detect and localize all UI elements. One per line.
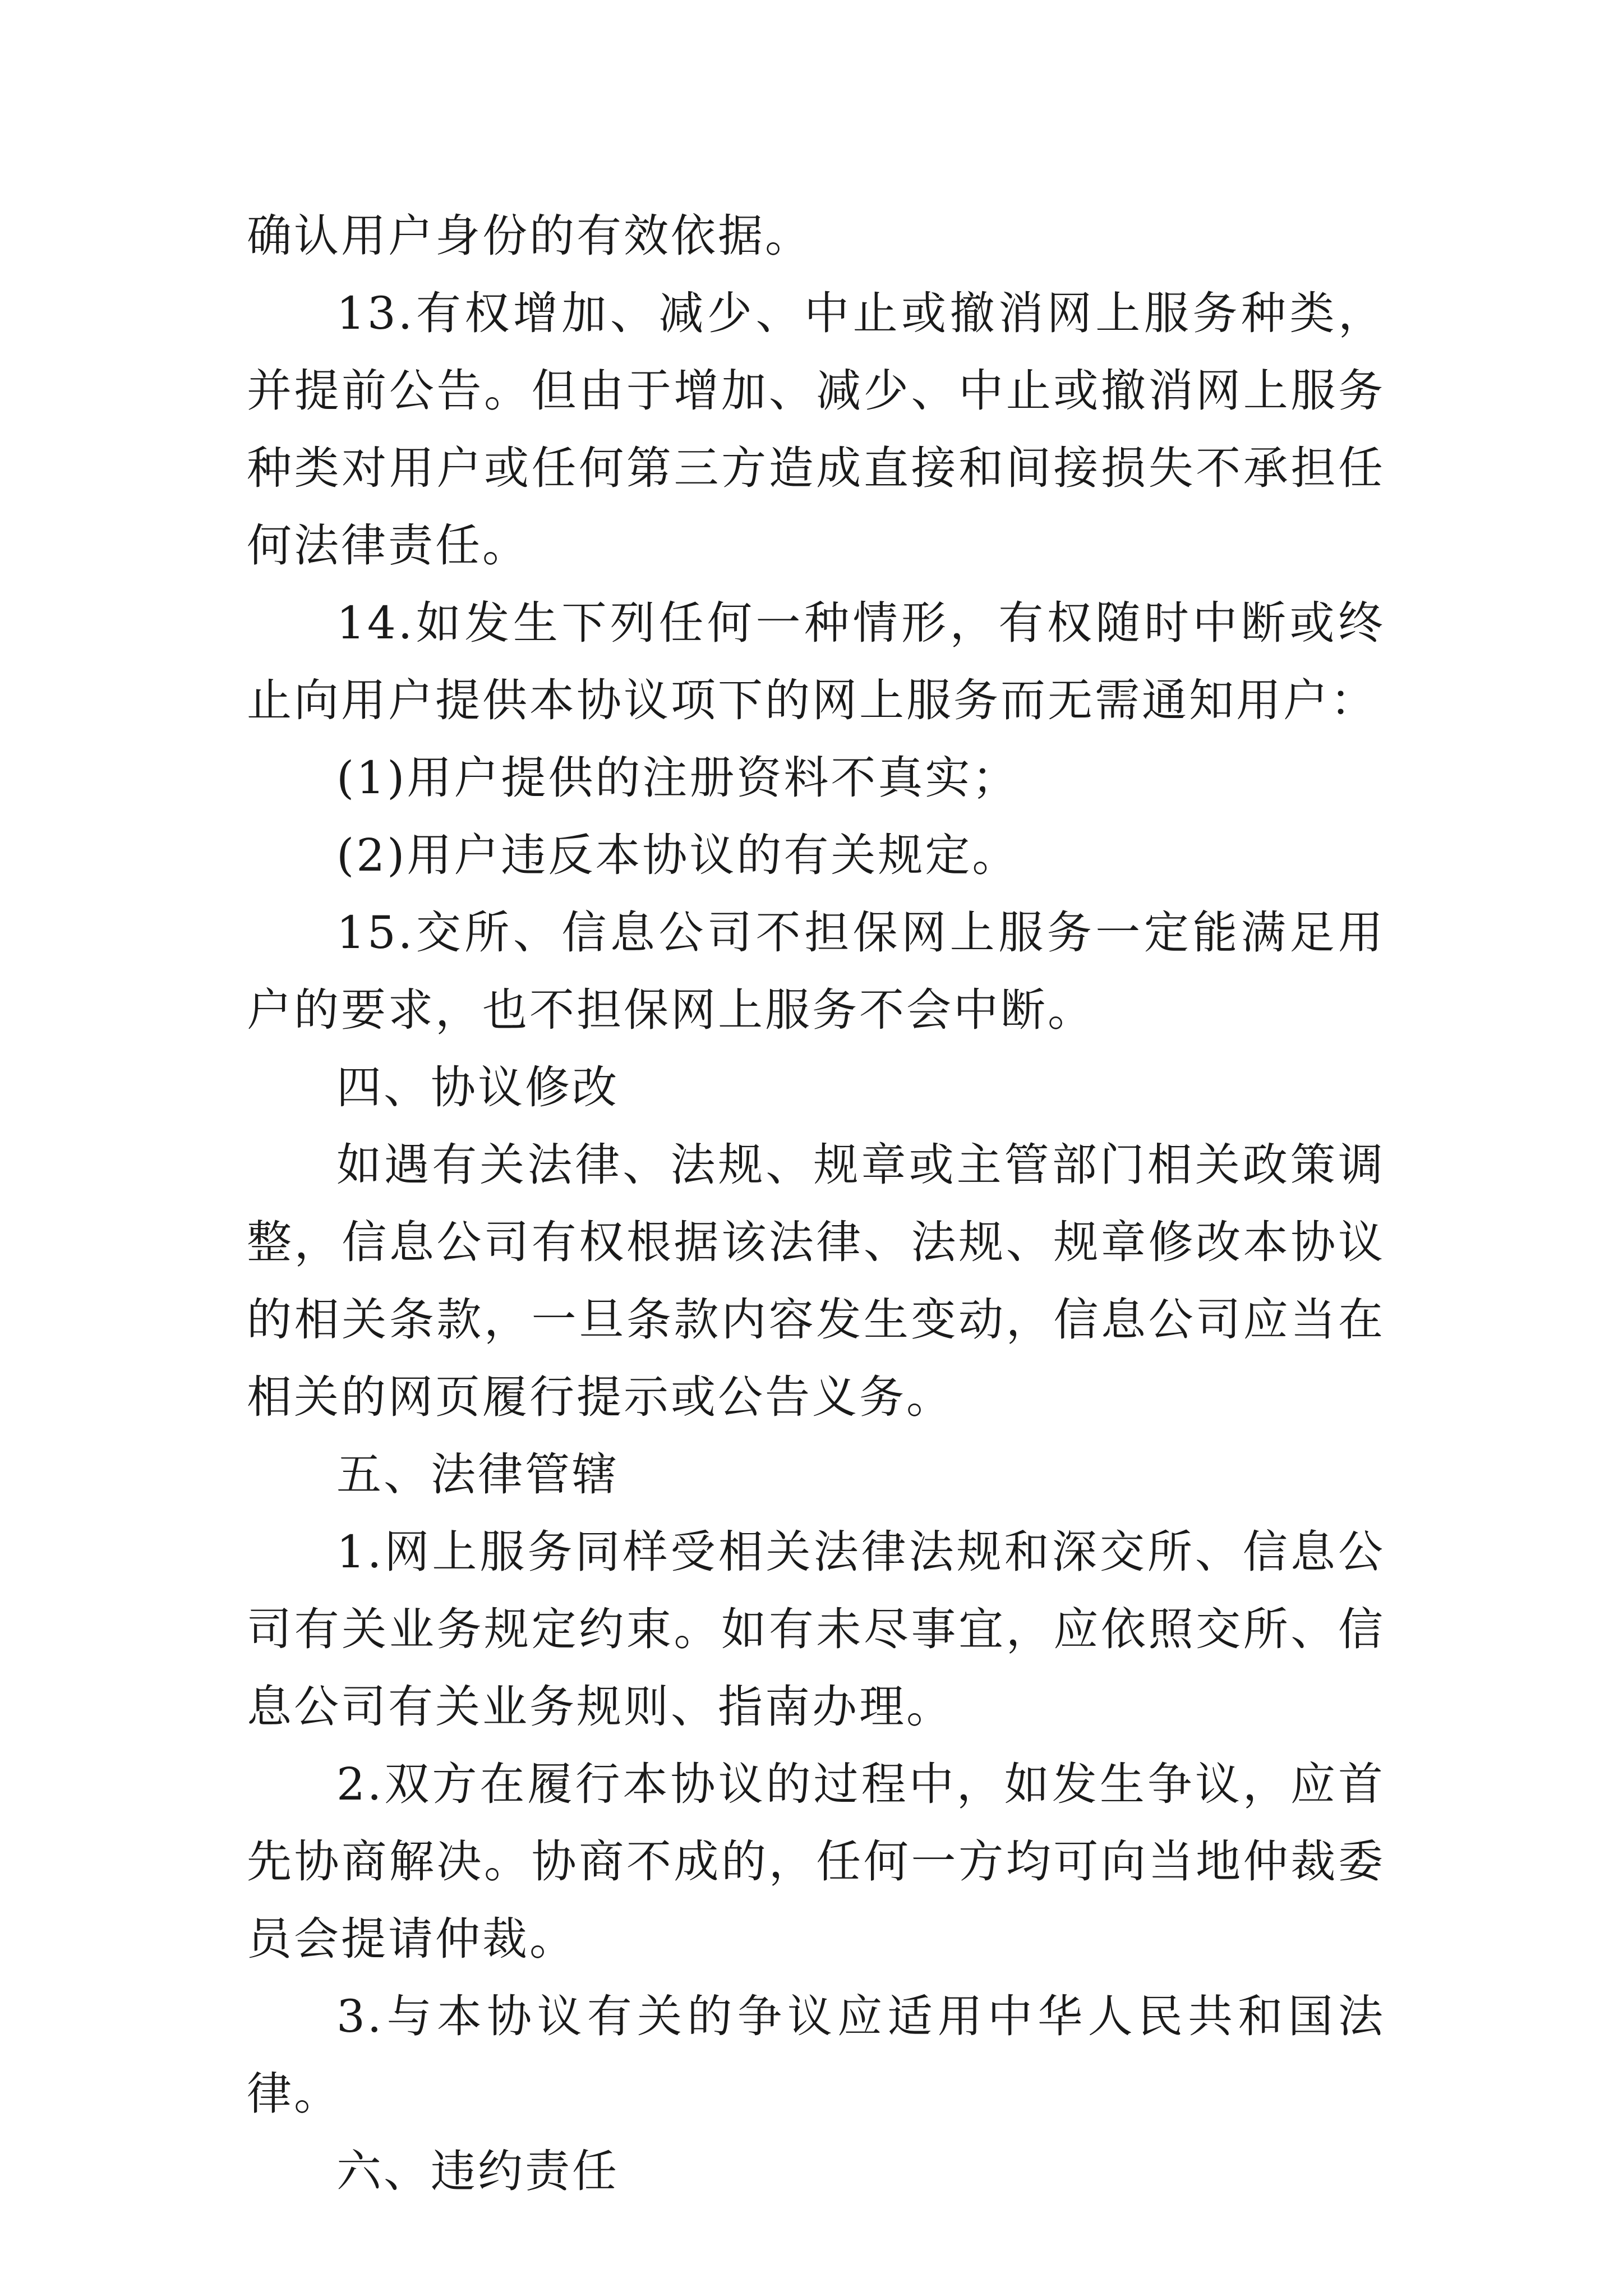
paragraph-continuation: 确认用户身份的有效依据。 [247, 210, 812, 262]
paragraph-item-13: 13.有权增加、减少、中止或撤消网上服务种类，并提前公告。但由于增加、减少、中止或撤消网上服务种类对用户或任何第三方造成直接和间接损失不承担任何法律责任。 [247, 287, 1385, 572]
paragraph-item-14: 14.如发生下列任何一种情形，有权随时中断或终止向用户提供本协议项下的网上服务而无需通知用户： [247, 597, 1385, 726]
section-heading-6: 六、违约责任 [336, 2145, 619, 2197]
paragraph-amendment: 如遇有关法律、法规、规章或主管部门相关政策调整，信息公司有权根据该法律、法规、规章修改本协议的相关条款，一旦条款内容发生变动，信息公司应当在相关的网页履行提示或公告义务。 [247, 1139, 1385, 1423]
section-heading-4: 四、协议修改 [336, 1061, 619, 1114]
document-body [247, 197, 1385, 2210]
paragraph-jurisdiction-1: 1.网上服务同样受相关法律法规和深交所、信息公司有关业务规定约束。如有未尽事宜，应依照交所、信息公司有关业务规则、指南办理。 [247, 1526, 1385, 1733]
paragraph-jurisdiction-2: 2.双方在履行本协议的过程中，如发生争议，应首先协商解决。协商不成的，任何一方均可向当地仲裁委员会提请仲裁。 [247, 1758, 1385, 1965]
section-heading-5: 五、法律管辖 [336, 1448, 619, 1501]
paragraph-jurisdiction-3: 3.与本协议有关的争议应适用中华人民共和国法律。 [247, 1990, 1385, 2120]
paragraph-subitem-1: (1)用户提供的注册资料不真实； [336, 752, 1020, 804]
paragraph-subitem-2: (2)用户违反本协议的有关规定。 [336, 829, 1020, 881]
paragraph-item-15: 15.交所、信息公司不担保网上服务一定能满足用户的要求，也不担保网上服务不会中断。 [247, 907, 1385, 1036]
